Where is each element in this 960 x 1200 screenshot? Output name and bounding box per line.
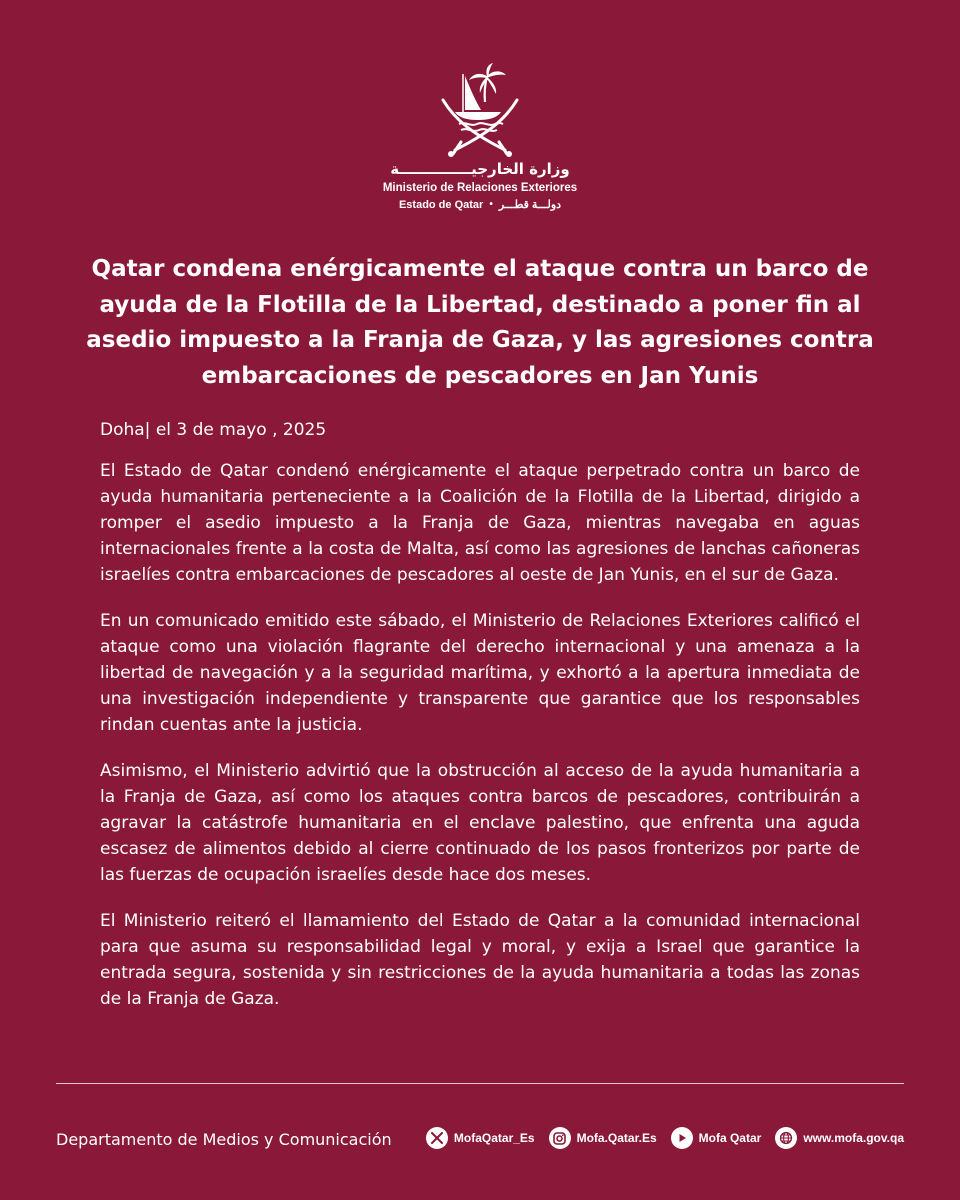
instagram-icon xyxy=(549,1127,571,1149)
state-line xyxy=(399,198,561,211)
department-name: Departamento de Medios y Comunicación xyxy=(56,1130,392,1149)
press-release-body xyxy=(100,458,860,1032)
paragraph: El Ministerio reiteró el llamamiento del Estado de Qatar a la comunidad internacional para que asuma su responsabilidad legal y moral, y exija a Israel que garantice la entrada segura, sostenida y sin restricciones de la ayuda humanitaria a todas las zonas de la Franja de Gaza. xyxy=(100,911,860,1009)
press-release-title: Qatar condena enérgicamente el ataque contra un barco de ayuda de la Flotilla de la Libertad, destinado a poner fin al asedio impuesto a la Franja de Gaza, y las agresiones contra embarcaciones de pescadores en Jan Yunis xyxy=(86,256,874,389)
social-links xyxy=(426,1127,904,1149)
ministry-name-spanish: Ministerio de Relaciones Exteriores xyxy=(382,182,578,194)
social-link-x[interactable] xyxy=(426,1127,535,1149)
dateline: Doha| el 3 de mayo , 2025 xyxy=(100,420,327,440)
footer-divider xyxy=(56,1083,904,1084)
youtube-icon xyxy=(671,1127,693,1149)
social-link-website[interactable] xyxy=(775,1127,904,1149)
globe-icon xyxy=(775,1127,797,1149)
state-name-spanish: Estado de Qatar xyxy=(398,198,484,211)
paragraph: En un comunicado emitido este sábado, el Ministerio de Relaciones Exteriores calificó el ataque como una violación flagrante del derecho internacional y una amenaza a la libertad de navegación y a la seguridad marítima, y exhortó a la apertura inmediata de una investigación independiente y transparente que garantice que los responsables rindan cuentas ante la justicia. xyxy=(100,611,860,735)
x-icon xyxy=(426,1127,448,1149)
qatar-emblem-icon xyxy=(435,62,525,158)
social-link-youtube[interactable] xyxy=(671,1127,762,1149)
state-name-arabic: دولـــة قطـــر xyxy=(498,199,562,211)
header xyxy=(0,62,960,211)
social-label-instagram: Mofa.Qatar.Es xyxy=(576,1131,657,1145)
social-link-instagram[interactable] xyxy=(549,1127,657,1149)
social-label-website: www.mofa.gov.qa xyxy=(803,1131,904,1145)
social-label-x: MofaQatar_Es xyxy=(453,1131,535,1145)
social-label-youtube: Mofa Qatar xyxy=(698,1131,762,1145)
paragraph: El Estado de Qatar condenó enérgicamente el ataque perpetrado contra un barco de ayuda humanitaria perteneciente a la Coalición de la Flotilla de la Libertad, dirigido a romper el asedio impuesto a la Franja de Gaza, mientras navegaba en aguas internacionales frente a la costa de Malta, así como las agresiones de lanchas cañoneras israelíes contra embarcaciones de pescadores al oeste de Jan Yunis, en el sur de Gaza. xyxy=(100,461,860,585)
paragraph: Asimismo, el Ministerio advirtió que la obstrucción al acceso de la ayuda humanitaria a la Franja de Gaza, así como los ataques contra barcos de pescadores, contribuirán a agravar la catástrofe humanitaria en el enclave palestino, que enfrenta una aguda escasez de alimentos debido al cierre continuado de los pasos fronterizos por parte de las fuerzas de ocupación israelíes desde hace dos meses. xyxy=(100,761,860,885)
separator-dot: • xyxy=(489,199,493,210)
ministry-name-arabic: وزارة الخارجيــــــــــــــة xyxy=(390,160,570,178)
